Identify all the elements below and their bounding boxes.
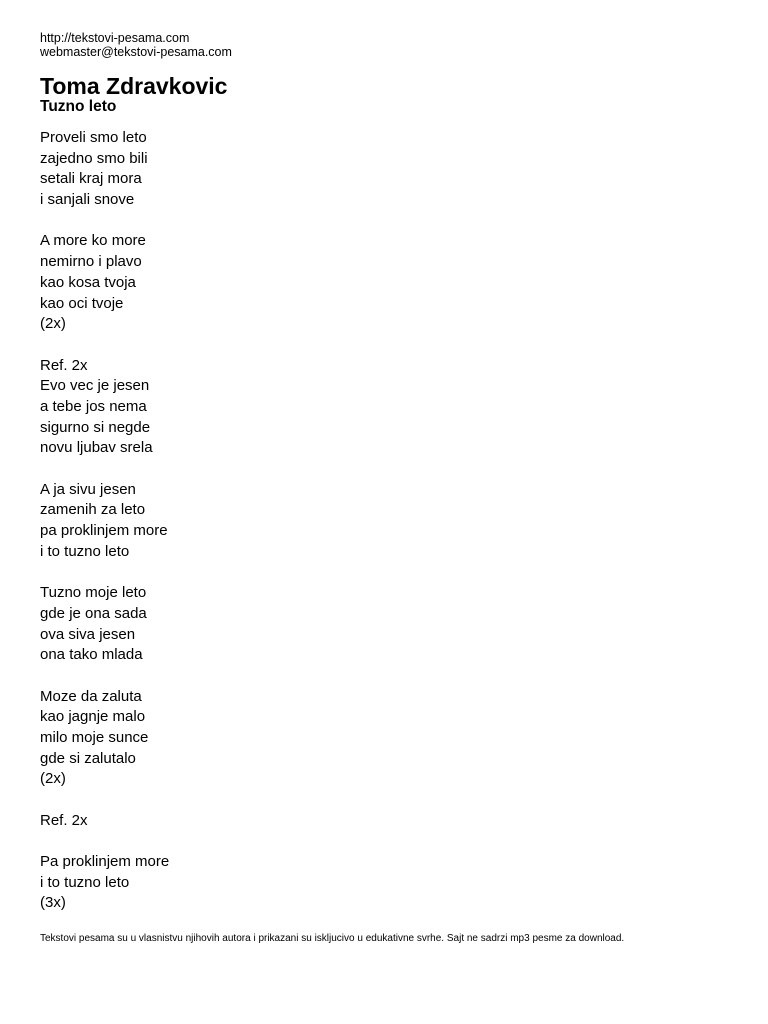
page-header [40, 31, 232, 59]
lyric-line: gde si zalutalo [40, 749, 136, 767]
lyric-line: kao oci tvoje [40, 294, 124, 312]
lyric-line: kao jagnje malo [40, 708, 146, 726]
stanza-break [40, 562, 169, 583]
lyric-line: ona tako mlada [40, 646, 143, 664]
lyric-line: (2x) [40, 770, 66, 788]
webmaster-email[interactable]: webmaster@tekstovi-pesama.com [40, 45, 232, 59]
lyric-line: zamenih za leto [40, 501, 146, 519]
lyric-line: milo moje sunce [40, 728, 149, 746]
lyric-line: novu ljubav srela [40, 439, 153, 457]
disclaimer-footer: Tekstovi pesama su u vlasnistvu njihovih autora i prikazani su iskljucivo u edukativne svrhe. Sajt ne sadrzi mp3 pesme za download. [40, 933, 625, 944]
lyric-line: a tebe jos nema [40, 397, 147, 415]
lyric-line: Pa proklinjem more [40, 853, 170, 871]
lyrics-body [40, 128, 169, 914]
lyric-line: kao kosa tvoja [40, 273, 136, 291]
lyric-line: Ref. 2x [40, 811, 88, 829]
stanza-break [40, 459, 169, 480]
lyric-line: (3x) [40, 894, 66, 912]
stanza-break [40, 335, 169, 356]
lyric-line: i to tuzno leto [40, 542, 130, 560]
lyric-line: Moze da zaluta [40, 687, 142, 705]
lyric-line: (2x) [40, 315, 66, 333]
lyric-line: sigurno si negde [40, 418, 151, 436]
lyric-line: nemirno i plavo [40, 253, 142, 271]
stanza-break [40, 211, 169, 232]
stanza-break [40, 790, 169, 811]
stanza-break [40, 831, 169, 852]
lyric-line: Evo vec je jesen [40, 377, 150, 395]
song-title: Tuzno leto [40, 98, 117, 115]
site-url[interactable]: http://tekstovi-pesama.com [40, 31, 190, 45]
lyric-line: A more ko more [40, 232, 146, 250]
lyric-line: zajedno smo bili [40, 149, 148, 167]
artist-name: Toma Zdravkovic [40, 73, 228, 99]
lyric-line: Tuzno moje leto [40, 584, 147, 602]
lyric-line: Proveli smo leto [40, 129, 147, 146]
lyric-line: i sanjali snove [40, 191, 135, 209]
lyric-line: setali kraj mora [40, 170, 142, 188]
lyric-line: A ja sivu jesen [40, 480, 136, 498]
lyric-line: ova siva jesen [40, 625, 136, 643]
lyric-line: Ref. 2x [40, 356, 88, 374]
stanza-break [40, 666, 169, 687]
lyric-line: gde je ona sada [40, 604, 147, 622]
lyric-line: pa proklinjem more [40, 522, 168, 540]
lyric-line: i to tuzno leto [40, 873, 130, 891]
